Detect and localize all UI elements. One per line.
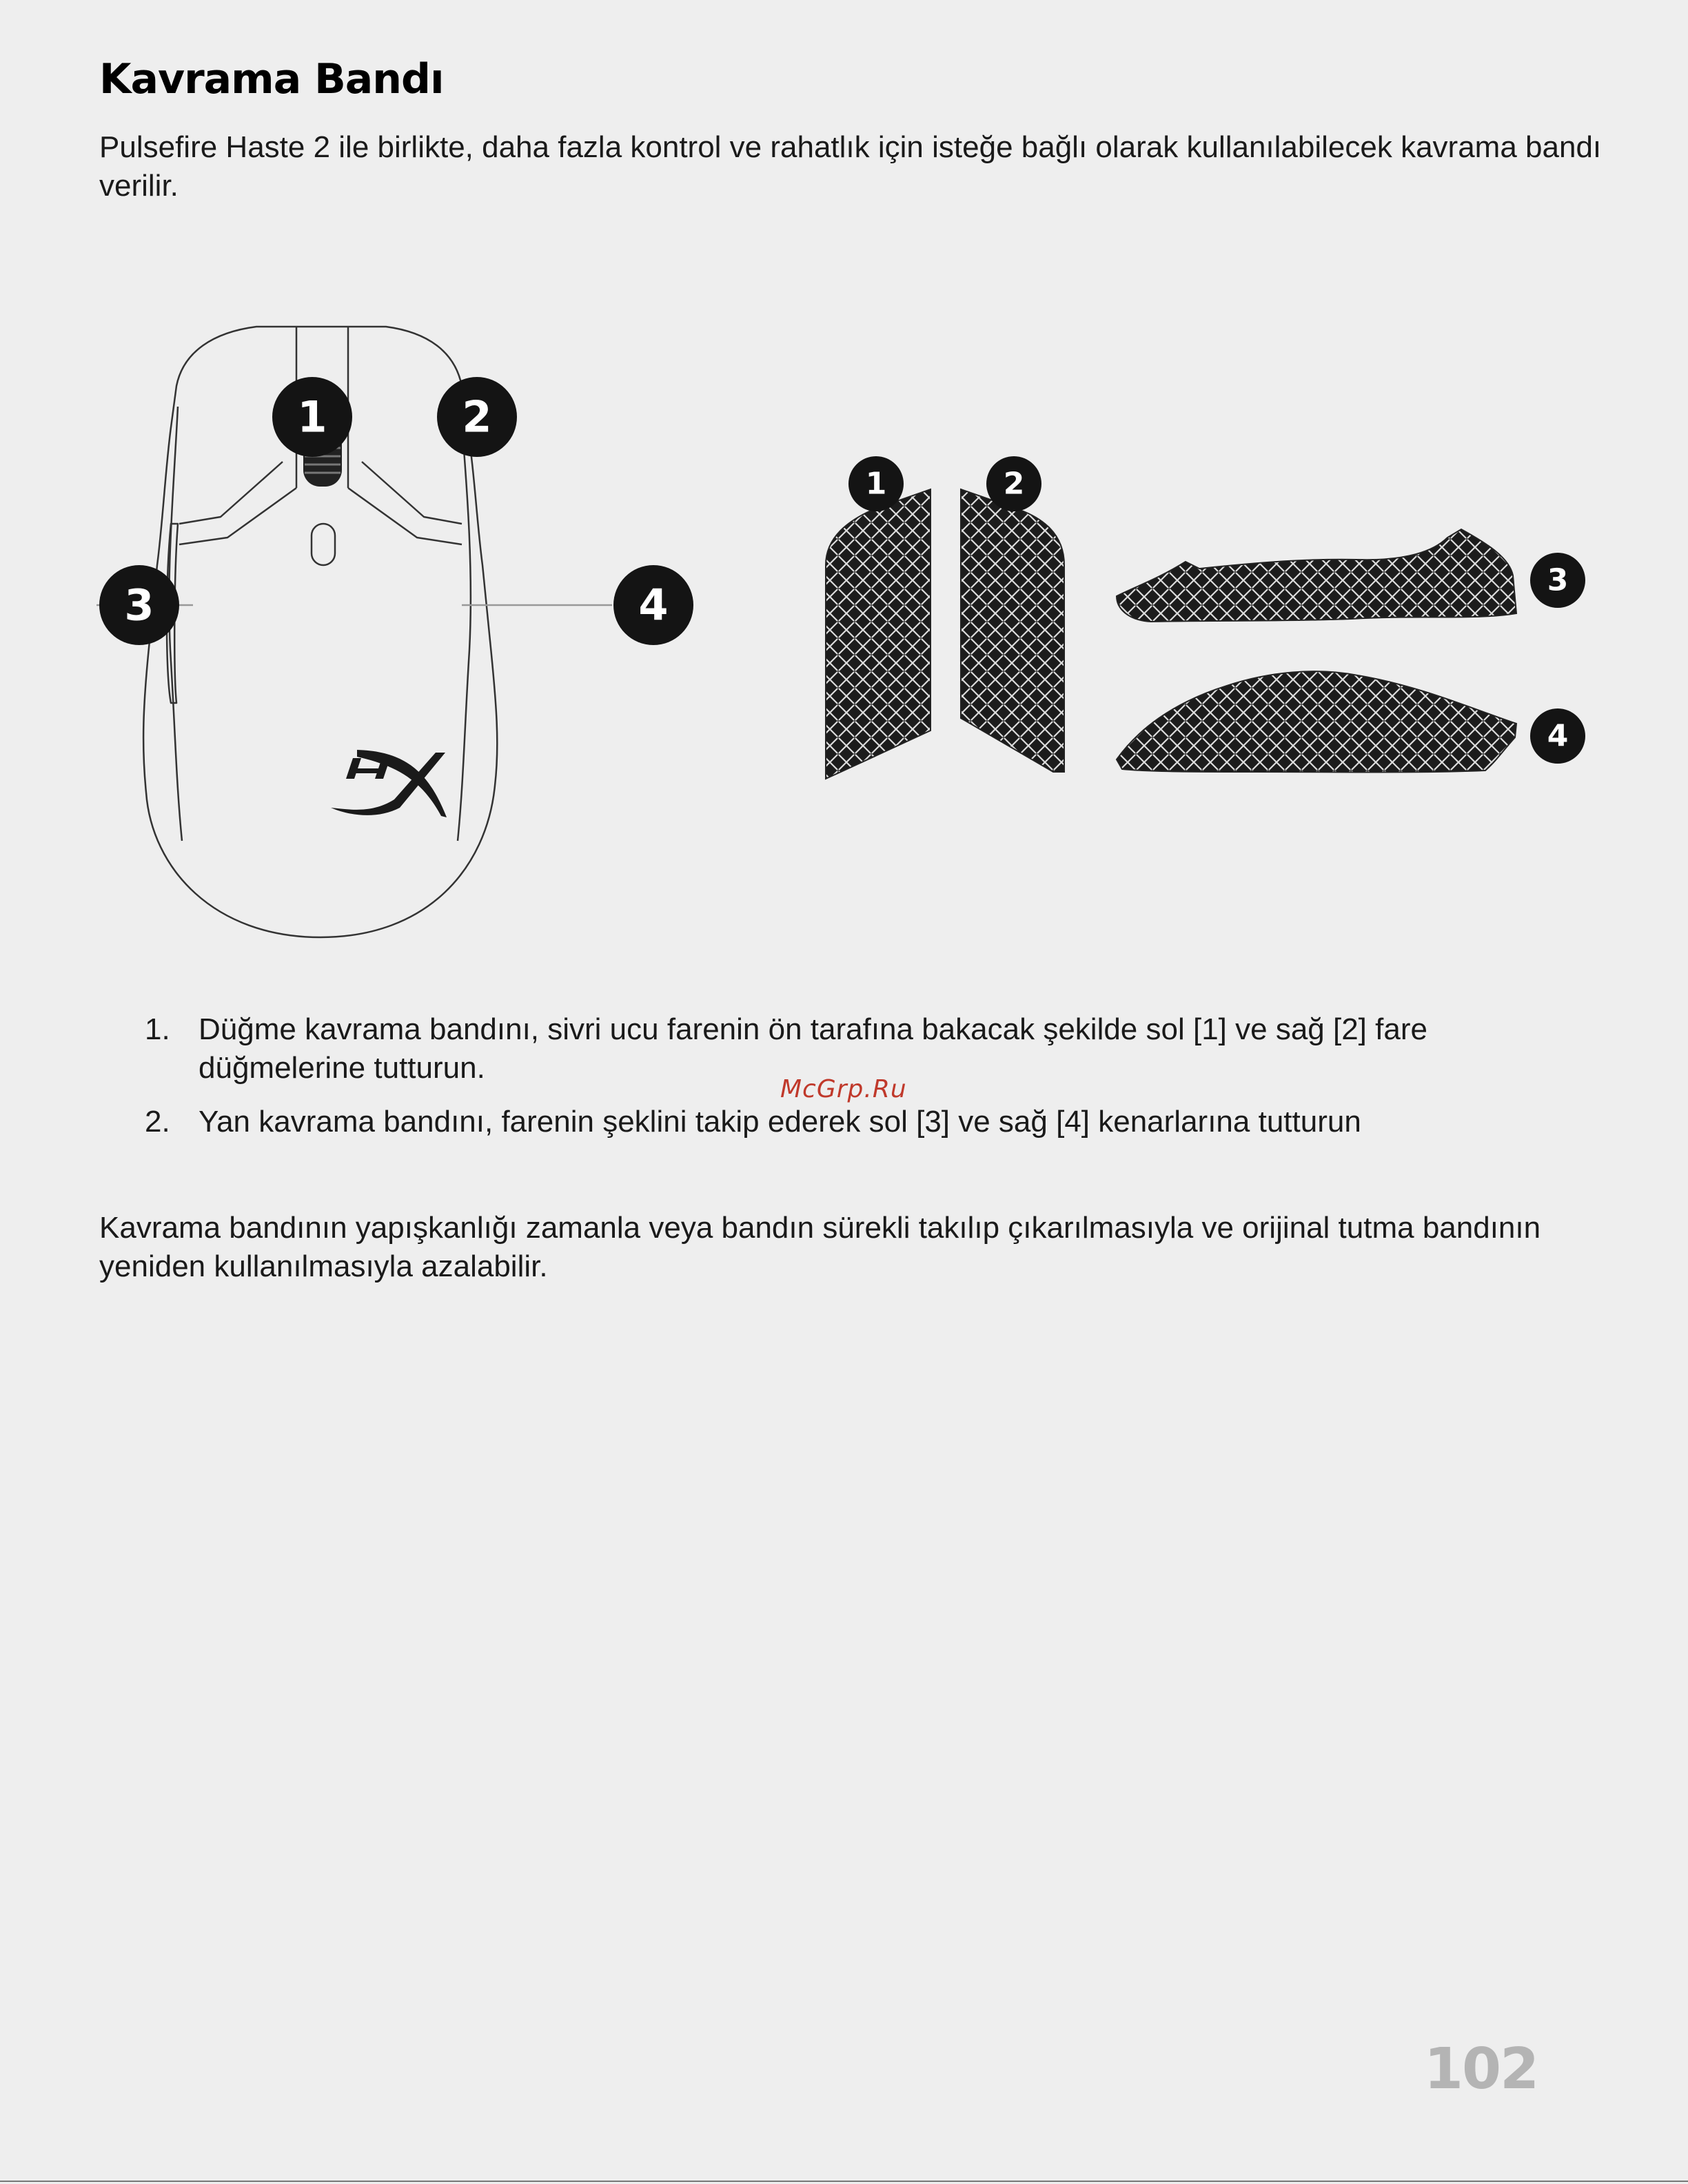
- grip-tape-pieces-illustration: [813, 448, 1599, 793]
- note-paragraph: Kavrama bandının yapışkanlığı zamanla veya bandın sürekli takılıp çıkarılmasıyla ve orijinal tutma bandının yeniden kullanılmasıyla azalabilir.: [99, 1211, 1541, 1283]
- mouse-badge-4-text: 4: [638, 580, 669, 631]
- grip-tape-piece-3: [1117, 529, 1516, 622]
- step-text: Düğme kavrama bandını, sivri ucu farenin ön tarafına bakacak şekilde sol [1] ve sağ [2] fare düğmelerine tutturun.: [199, 1012, 1427, 1085]
- page-bottom-rule: [0, 2181, 1688, 2182]
- tape-badge-4-text: 4: [1547, 718, 1569, 754]
- tape-badge-2-text: 2: [1003, 466, 1025, 502]
- mouse-top-view-illustration: [96, 317, 703, 951]
- tape-badge-3: [1530, 553, 1585, 608]
- step-item: [145, 1103, 1578, 1141]
- step-number: 2.: [145, 1105, 170, 1139]
- hyperx-logo-icon: [331, 750, 447, 817]
- tape-badge-1-text: 1: [865, 466, 887, 502]
- tape-badge-1: [848, 456, 904, 511]
- tape-badge-4: [1530, 708, 1585, 764]
- grip-tape-piece-1: [826, 489, 931, 779]
- mouse-badge-2-text: 2: [462, 391, 492, 442]
- watermark: McGrp.Ru: [780, 1075, 907, 1103]
- grip-tape-piece-2: [961, 489, 1064, 772]
- step-text: Yan kavrama bandını, farenin şeklini takip ederek sol [3] ve sağ [4] kenarlarına tutturun: [199, 1105, 1361, 1139]
- mouse-badge-1-text: 1: [297, 391, 327, 442]
- tape-badge-3-text: 3: [1547, 562, 1569, 598]
- mouse-badge-2: [437, 377, 517, 457]
- page-title: Kavrama Bandı: [99, 55, 444, 103]
- mouse-badge-3: [99, 565, 179, 645]
- mouse-badge-4: [613, 565, 693, 645]
- tape-badge-2: [986, 456, 1041, 511]
- page-number: 102: [1424, 2037, 1538, 2102]
- mouse-badge-3-text: 3: [124, 580, 154, 631]
- step-number: 1.: [145, 1012, 170, 1046]
- mouse-badge-1: [272, 377, 352, 457]
- grip-tape-piece-4: [1117, 671, 1516, 772]
- intro-paragraph: Pulsefire Haste 2 ile birlikte, daha fazla kontrol ve rahatlık için isteğe bağlı olarak kullanılabilecek kavrama bandı verilir.: [99, 130, 1602, 203]
